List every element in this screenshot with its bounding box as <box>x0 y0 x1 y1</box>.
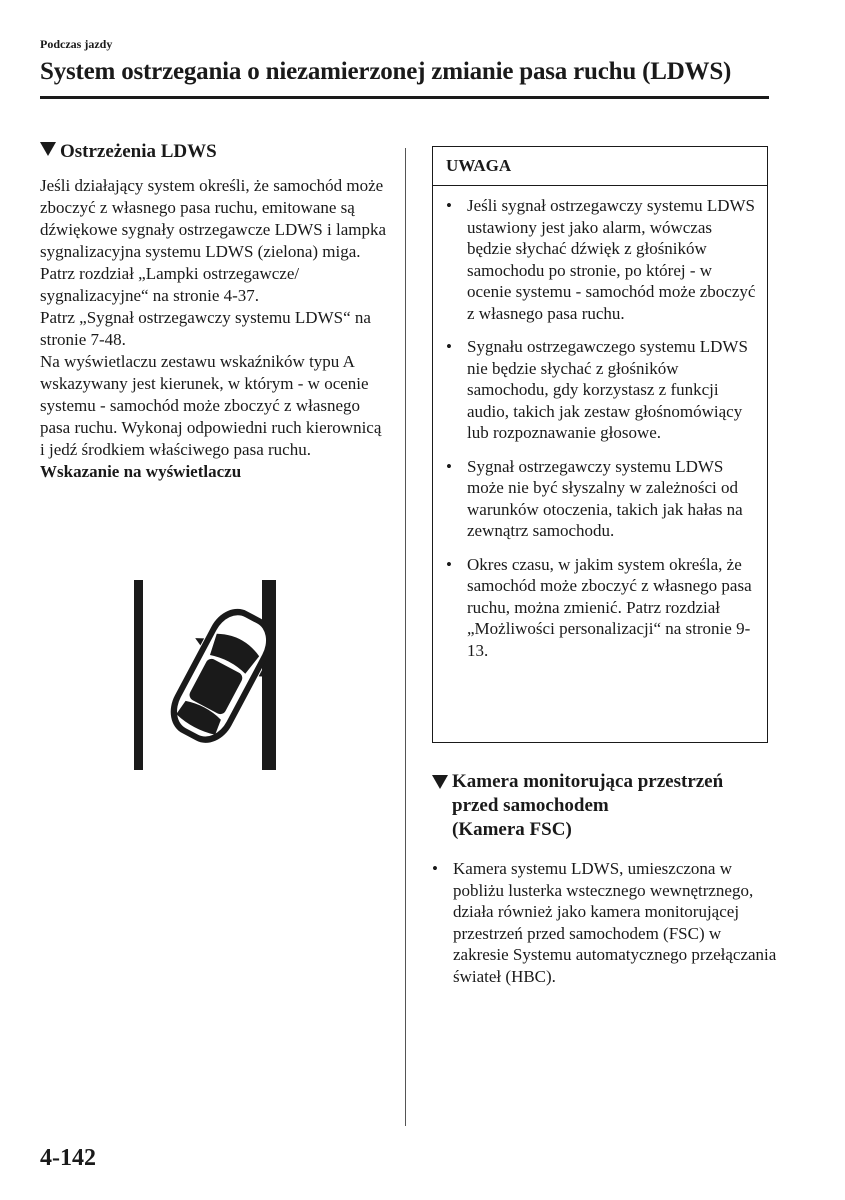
paragraph-ref-lamps: Patrz rozdział „Lampki ostrzegawcze/ sygnalizacyjne“ na stronie 4-37. <box>40 264 300 305</box>
note-item-text: Sygnał ostrzegawczy systemu LDWS może nie być słyszalny w zależności od warunków otoczenia, takich jak hałas na zewnątrz samochodu. <box>467 456 743 540</box>
display-indication-label: Wskazanie na wyświetlaczu <box>40 462 242 481</box>
note-item-text: Jeśli sygnał ostrzegawczy systemu LDWS ustawiony jest jako alarm, wówczas będzie słychać dźwięk z głośników samochodu po stronie, po której - w ocenie systemu - samochód może zboczyć z własnego pasa ruchu. <box>467 196 756 323</box>
note-item-text: Okres czasu, w jakim system określa, że samochód może zboczyć z własnego pasa ruchu, można zmienić. Patrz rozdział „Możliwości personalizacji“ na stronie 9-13. <box>467 554 752 660</box>
triangle-down-icon <box>432 775 448 789</box>
car-icon <box>153 596 280 756</box>
paragraph-ref-signal: Patrz „Sygnał ostrzegawczy systemu LDWS“ na stronie 7-48. <box>40 308 371 349</box>
bullet-icon: • <box>446 196 452 215</box>
note-item <box>446 336 757 444</box>
column-divider <box>405 148 406 1126</box>
fsc-camera-heading-text: Kamera monitorująca przestrzeń przed samochodem (Kamera FSC) <box>452 771 724 840</box>
fsc-camera-list <box>432 858 777 987</box>
note-box <box>432 146 768 743</box>
bullet-icon: • <box>446 337 452 356</box>
page-number: 4-142 <box>40 1145 96 1171</box>
paragraph-display: Na wyświetlaczu zestawu wskaźników typu A wskazywany jest kierunek, w którym - w ocenie systemu - samochód może zboczyć z własnego pasa ruchu. Wykonaj odpowiedni ruch kierownicą i jedź środkiem właściwego pasa ruchu. <box>40 352 382 459</box>
note-item <box>446 195 757 324</box>
bullet-icon: • <box>446 554 452 574</box>
bullet-icon: • <box>432 859 438 878</box>
note-item-text: Sygnału ostrzegawczego systemu LDWS nie będzie słychać z głośników samochodu, gdy korzystasz z funkcji audio, takich jak zestaw głośnomówiący lub rozpoznawanie głosowe. <box>467 337 748 442</box>
paragraph-intro: Jeśli działający system określi, że samochód może zboczyć z własnego pasa ruchu, emitowane są dźwiękowe sygnały ostrzegawcze LDWS i lampka sygnalizacyjna systemu LDWS (zielona) miga. <box>40 176 387 261</box>
ldws-warnings-heading-text: Ostrzeżenia LDWS <box>60 141 217 162</box>
note-title: UWAGA <box>433 147 767 186</box>
title-rule <box>40 96 769 99</box>
right-column <box>432 770 777 987</box>
ldws-warnings-heading <box>40 140 390 164</box>
list-item-text: Kamera systemu LDWS, umieszczona w pobliżu lusterka wstecznego wewnętrznego, działa również jako kamera monitorującej przestrzeń przed samochodem (FSC) w zakresie Systemu automatycznego przełączania świateł (HBC). <box>453 859 777 986</box>
ldws-warnings-body <box>40 175 390 483</box>
left-lane-line <box>134 580 143 770</box>
fsc-camera-heading <box>432 770 777 842</box>
note-item <box>446 456 757 542</box>
lane-departure-illustration <box>130 580 280 770</box>
note-list <box>433 186 767 661</box>
list-item <box>432 858 777 987</box>
bullet-icon: • <box>446 456 452 476</box>
note-item <box>446 554 757 662</box>
page-title: System ostrzegania o niezamierzonej zmianie pasa ruchu (LDWS) <box>40 58 732 85</box>
triangle-down-icon <box>40 142 56 156</box>
left-column <box>40 140 390 483</box>
section-label: Podczas jazdy <box>40 37 113 51</box>
